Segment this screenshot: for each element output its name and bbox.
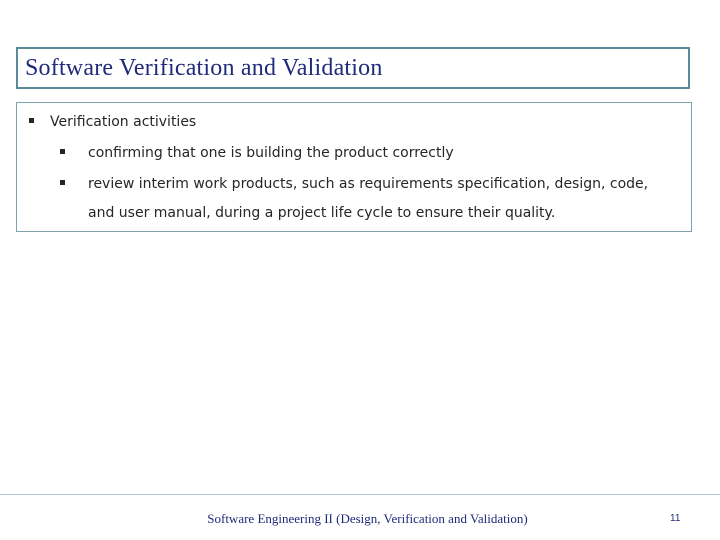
slide-title: Software Verification and Validation [25,55,383,81]
slide-content-box [16,102,692,232]
sub-bullet-square-icon [60,180,65,185]
sub-bullet-review-line1: review interim work products, such as requirements specification, design, code, [88,176,649,192]
footer-divider [0,494,720,495]
bullet-square-icon [29,118,34,123]
bullet-verification-activities: Verification activities [50,114,197,130]
page-number: 11 [670,513,681,524]
sub-bullet-review-line2: and user manual, during a project life cycle to ensure their quality. [88,205,556,221]
footer-title: Software Engineering II (Design, Verification and Validation) [207,511,528,526]
slide-title-box [16,47,690,89]
sub-bullet-confirming: confirming that one is building the product correctly [88,145,454,161]
sub-bullet-square-icon [60,149,65,154]
